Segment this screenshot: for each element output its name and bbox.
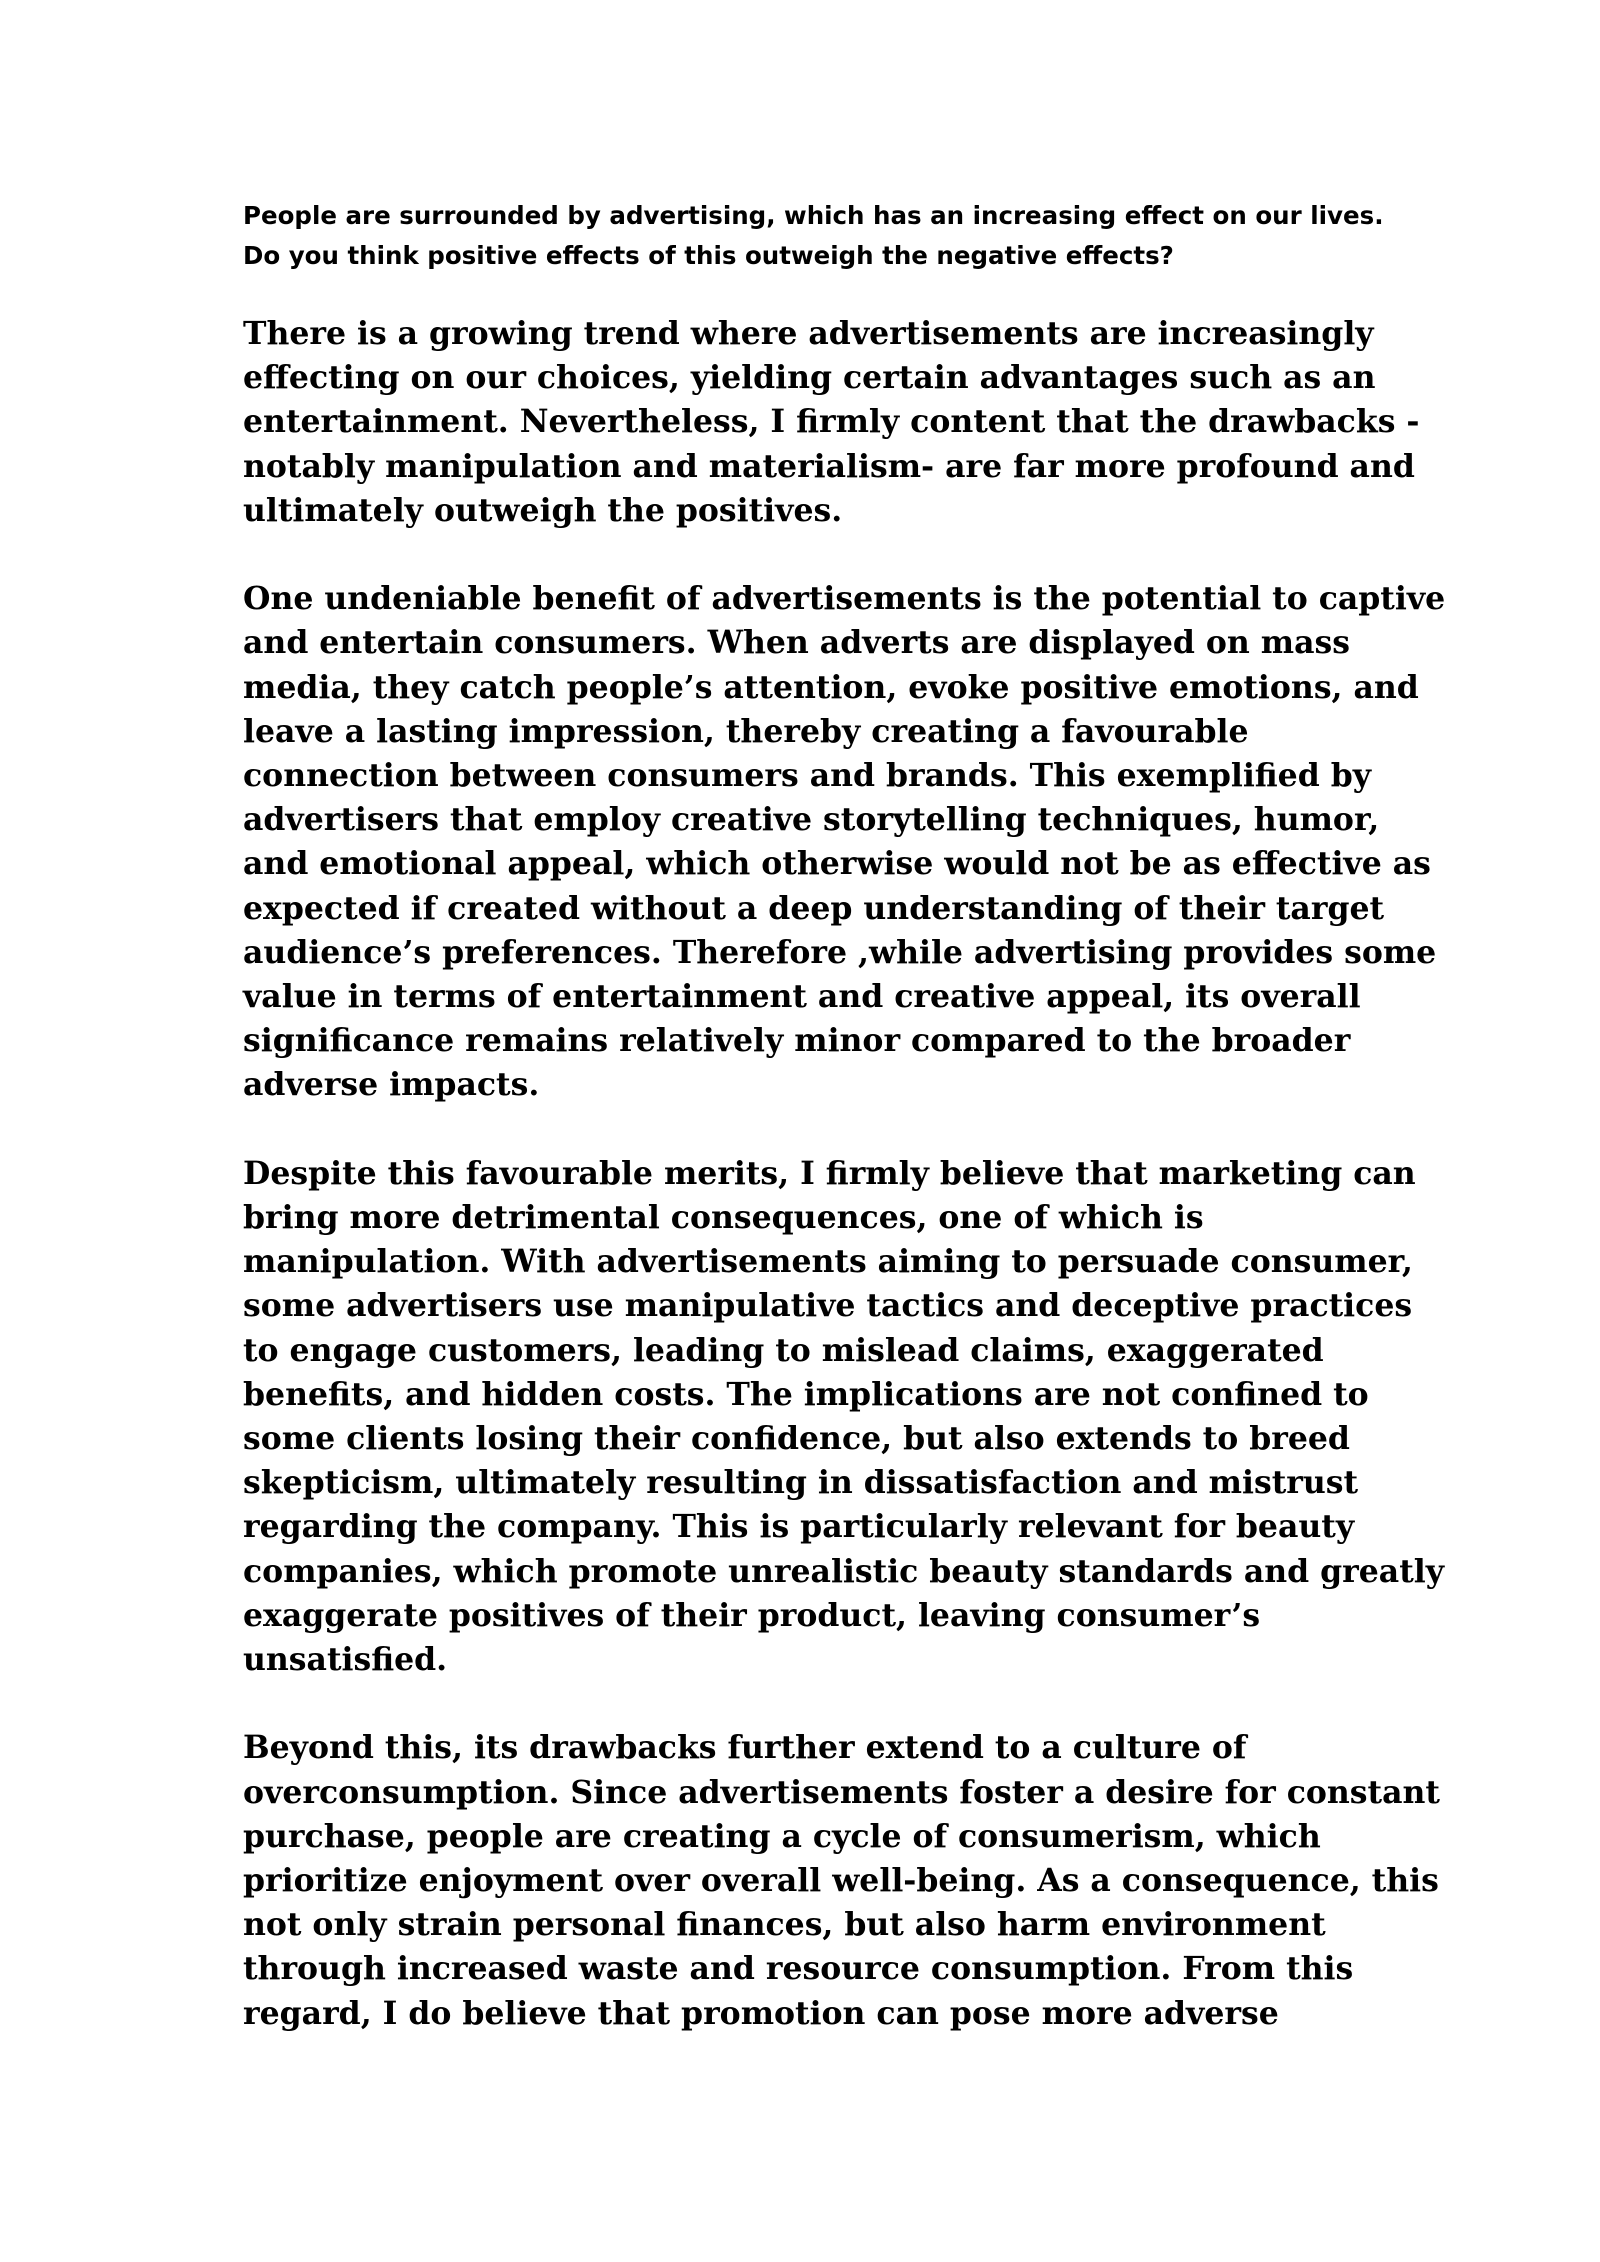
paragraph-body-3 [243,1726,1440,2035]
prompt-line: Do you think positive effects of this outweigh the negative effects? [243,241,1174,270]
text-line: significance remains relatively minor compared to the broader [243,1022,1351,1060]
text-line: Beyond this, its drawbacks further extend to a culture of [243,1729,1247,1767]
text-line: benefits, and hidden costs. The implications are not confined to [243,1375,1369,1413]
text-line: ultimately outweigh the positives. [243,491,843,529]
prompt-line: People are surrounded by advertising, which has an increasing effect on our lives. [243,201,1384,230]
text-line: prioritize enjoyment over overall well-being. As a consequence, this [243,1862,1439,1900]
text-line: purchase, people are creating a cycle of consumerism, which [243,1817,1321,1855]
paragraph-introduction [243,312,1423,533]
text-line: advertisers that employ creative storytelling techniques, humor, [243,801,1380,839]
paragraph-body-2 [243,1152,1445,1682]
text-line: and entertain consumers. When adverts are displayed on mass [243,624,1350,662]
text-line: bring more detrimental consequences, one of which is [243,1199,1204,1237]
text-line: companies, which promote unrealistic beauty standards and greatly [243,1552,1445,1590]
text-line: some clients losing their confidence, but also extends to breed [243,1420,1350,1458]
text-line: to engage customers, leading to mislead claims, exaggerated [243,1331,1324,1369]
text-line: and emotional appeal, which otherwise would not be as effective as [243,845,1431,883]
essay-body [243,312,1446,2080]
text-line: skepticism, ultimately resulting in dissatisfaction and mistrust [243,1464,1359,1502]
text-line: not only strain personal finances, but also harm environment [243,1906,1326,1944]
text-line: Despite this favourable merits, I firmly believe that marketing can [243,1154,1416,1192]
text-line: regard, I do believe that promotion can pose more adverse [243,1994,1279,2032]
text-line: entertainment. Nevertheless, I firmly content that the drawbacks - [243,403,1420,441]
text-line: media, they catch people’s attention, evoke positive emotions, and [243,668,1419,706]
paragraph-body-1 [243,577,1446,1107]
text-line: audience’s preferences. Therefore ,while advertising provides some [243,933,1437,971]
text-line: One undeniable benefit of advertisements is the potential to captive [243,580,1446,618]
text-line: some advertisers use manipulative tactics and deceptive practices [243,1287,1413,1325]
text-line: value in terms of entertainment and creative appeal, its overall [243,978,1361,1016]
text-line: connection between consumers and brands. This exemplified by [243,757,1372,795]
text-line: unsatisfied. [243,1641,448,1679]
text-line: There is a growing trend where advertisements are increasingly [243,315,1374,352]
text-line: notably manipulation and materialism- are far more profound and [243,447,1415,485]
text-line: leave a lasting impression, thereby creating a favourable [243,712,1249,750]
text-line: manipulation. With advertisements aiming to persuade consumer, [243,1243,1413,1281]
text-line: adverse impacts. [243,1066,540,1104]
text-line: overconsumption. Since advertisements foster a desire for constant [243,1773,1440,1811]
text-line: exaggerate positives of their product, leaving consumer’s [243,1596,1261,1634]
text-line: effecting on our choices, yielding certain advantages such as an [243,359,1376,397]
text-line: regarding the company. This is particularly relevant for beauty [243,1508,1355,1546]
text-line: through increased waste and resource consumption. From this [243,1950,1354,1988]
text-line: expected if created without a deep understanding of their target [243,889,1385,927]
essay-prompt [243,196,1393,276]
